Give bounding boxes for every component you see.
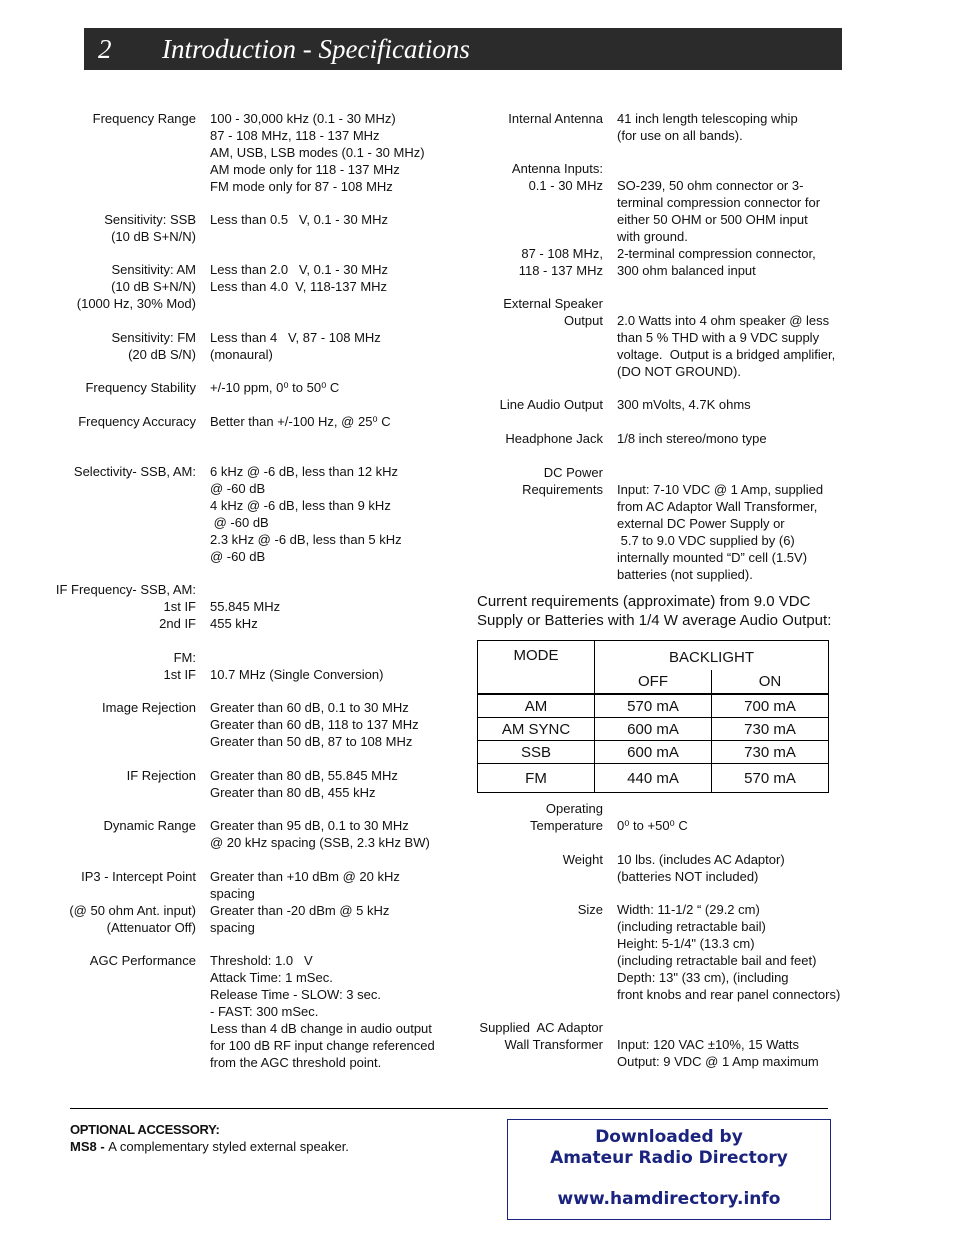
on-cell: 700 mA xyxy=(712,694,829,718)
spec-value: Less than 2.0 V, 0.1 - 30 MHz Less than 4.0 V, 118-137 MHz xyxy=(210,262,389,294)
spec-label: Sensitivity: FM (20 dB S/N) xyxy=(111,330,196,362)
spec-value: 55.845 MHz 455 kHz xyxy=(210,599,281,631)
backlight-header: BACKLIGHT xyxy=(595,641,829,671)
spec-label: Headphone Jack xyxy=(505,431,603,446)
mode-cell: SSB xyxy=(478,741,595,764)
spec-label: DC Power Requirements xyxy=(522,465,603,497)
spec-label: Dynamic Range xyxy=(103,818,196,833)
current-requirements-note: Current requirements (approximate) from 9.0 VDC Supply or Batteries with 1/4 W average Audio Output: xyxy=(477,593,832,629)
spec-value: Input: 120 VAC ±10%, 15 Watts Output: 9 VDC @ 1 Amp maximum xyxy=(617,1037,819,1069)
on-cell: 730 mA xyxy=(712,741,829,764)
table-row xyxy=(478,764,829,793)
mode-header: MODE xyxy=(478,641,595,695)
spec-value: 300 mVolts, 4.7K ohms xyxy=(617,397,751,412)
spec-label: Internal Antenna xyxy=(508,111,603,126)
spec-value: Less than 4 V, 87 - 108 MHz (monaural) xyxy=(210,330,381,362)
spec-label: Antenna Inputs: 0.1 - 30 MHz xyxy=(511,161,603,193)
spec-label: Selectivity- SSB, AM: xyxy=(73,464,196,479)
on-header: ON xyxy=(712,670,829,694)
optional-accessory xyxy=(70,1121,349,1155)
spec-label: FM: 1st IF xyxy=(163,650,196,682)
on-cell: 730 mA xyxy=(712,718,829,741)
off-cell: 600 mA xyxy=(595,741,712,764)
page-number: 2 xyxy=(98,34,112,64)
spec-value: 6 kHz @ -6 dB, less than 12 kHz @ -60 dB 4 kHz @ -6 dB, less than 9 kHz @ -60 dB 2.3 kHz @ -6 dB, less than 5 kHz @ -60 dB xyxy=(210,464,402,564)
spec-label: Frequency Range xyxy=(92,111,196,126)
spec-value: Better than +/-100 Hz, @ 25⁰ C xyxy=(210,414,391,429)
download-notice-box xyxy=(507,1119,831,1220)
spec-label: Size xyxy=(577,902,603,917)
spec-label: IF Rejection xyxy=(126,768,196,783)
mode-cell: FM xyxy=(478,764,595,793)
spec-value: 1/8 inch stereo/mono type xyxy=(617,431,767,446)
page-header xyxy=(84,28,842,70)
off-cell: 570 mA xyxy=(595,694,712,718)
table-row xyxy=(478,741,829,764)
accessory-description: A complementary styled external speaker. xyxy=(108,1139,349,1154)
spec-value: 0⁰ to +50⁰ C xyxy=(617,818,688,833)
spec-value: 10.7 MHz (Single Conversion) xyxy=(210,667,384,682)
spec-label: Operating Temperature xyxy=(530,801,603,833)
accessory-code: MS8 - xyxy=(70,1139,109,1154)
footer-divider xyxy=(70,1108,828,1109)
spec-label: 87 - 108 MHz, 118 - 137 MHz xyxy=(518,246,603,278)
spec-label: IP3 - Intercept Point (@ 50 ohm Ant. input) (Attenuator Off) xyxy=(69,869,196,935)
spec-value: 100 - 30,000 kHz (0.1 - 30 MHz) 87 - 108 MHz, 118 - 137 MHz AM, USB, LSB modes (0.1 - 30 MHz) AM mode only for 118 - 137 MHz FM mode only for 87 - 108 MHz xyxy=(210,111,425,194)
spec-value: Less than 0.5 V, 0.1 - 30 MHz xyxy=(210,212,389,227)
current-requirements-table xyxy=(477,640,829,793)
table-row xyxy=(478,694,829,718)
spec-value: Greater than 60 dB, 0.1 to 30 MHz Greater than 60 dB, 118 to 137 MHz Greater than 50 dB, 87 to 108 MHz xyxy=(210,700,419,749)
spec-label: Weight xyxy=(562,852,603,867)
on-cell: 570 mA xyxy=(712,764,829,793)
spec-value: Greater than 95 dB, 0.1 to 30 MHz @ 20 kHz spacing (SSB, 2.3 kHz BW) xyxy=(210,818,430,850)
spec-value: Input: 7-10 VDC @ 1 Amp, supplied from AC Adaptor Wall Transformer, external DC Power Supply or 5.7 to 9.0 VDC supplied by (6) internally mounted “D” cell (1.5V) batteries (not supplied). xyxy=(617,482,824,582)
spec-label: Line Audio Output xyxy=(499,397,603,412)
download-url-link[interactable]: www.hamdirectory.info xyxy=(557,1189,781,1209)
spec-value: 2.0 Watts into 4 ohm speaker @ less than 5 % THD with a 9 VDC supply voltage. Output is a bridged amplifier, (DO NOT GROUND). xyxy=(617,313,836,379)
spec-label: AGC Performance xyxy=(89,953,196,968)
download-line-2: Amateur Radio Directory xyxy=(550,1148,788,1168)
spec-value: +/-10 ppm, 0⁰ to 50⁰ C xyxy=(210,380,340,395)
spec-value: SO-239, 50 ohm connector or 3- terminal compression connector for either 50 OHM or 500 OHM input with ground. xyxy=(617,178,821,244)
spec-label: Supplied AC Adaptor Wall Transformer xyxy=(479,1020,603,1052)
spec-value: Greater than 80 dB, 55.845 MHz Greater than 80 dB, 455 kHz xyxy=(210,768,398,800)
table-row xyxy=(478,718,829,741)
mode-cell: AM xyxy=(478,694,595,718)
mode-cell: AM SYNC xyxy=(478,718,595,741)
spec-label: Image Rejection xyxy=(102,700,196,715)
off-header: OFF xyxy=(595,670,712,694)
download-line-1: Downloaded by xyxy=(595,1127,743,1147)
spec-value: Width: 11-1/2 “ (29.2 cm) (including retractable bail) Height: 5-1/4" (13.3 cm) (including retractable bail and feet) Depth: 13" (33 cm), (including front knobs and rear panel connectors) xyxy=(617,902,841,1002)
off-cell: 600 mA xyxy=(595,718,712,741)
spec-value: 2-terminal compression connector, 300 ohm balanced input xyxy=(617,246,816,278)
spec-value: 10 lbs. (includes AC Adaptor) (batteries NOT included) xyxy=(617,852,785,884)
page-title: Introduction - Specifications xyxy=(162,34,470,64)
spec-label: Frequency Accuracy xyxy=(78,414,196,429)
spec-label: Sensitivity: SSB (10 dB S+N/N) xyxy=(104,212,196,244)
spec-label: Sensitivity: AM (10 dB S+N/N) (1000 Hz, 30% Mod) xyxy=(76,262,196,311)
accessory-heading: OPTIONAL ACCESSORY: xyxy=(70,1122,220,1137)
spec-value: Threshold: 1.0 V Attack Time: 1 mSec. Release Time - SLOW: 3 sec. - FAST: 300 mSec. Less than 4 dB change in audio output for 100 dB RF input change referenced from the AGC threshold point. xyxy=(210,953,435,1070)
spec-label: Frequency Stability xyxy=(85,380,196,395)
spec-value: 41 inch length telescoping whip (for use on all bands). xyxy=(617,111,798,143)
spec-value: Greater than +10 dBm @ 20 kHz spacing Greater than -20 dBm @ 5 kHz spacing xyxy=(210,869,400,935)
spec-label: IF Frequency- SSB, AM: 1st IF 2nd IF xyxy=(55,582,196,631)
spec-label: External Speaker Output xyxy=(503,296,603,328)
off-cell: 440 mA xyxy=(595,764,712,793)
